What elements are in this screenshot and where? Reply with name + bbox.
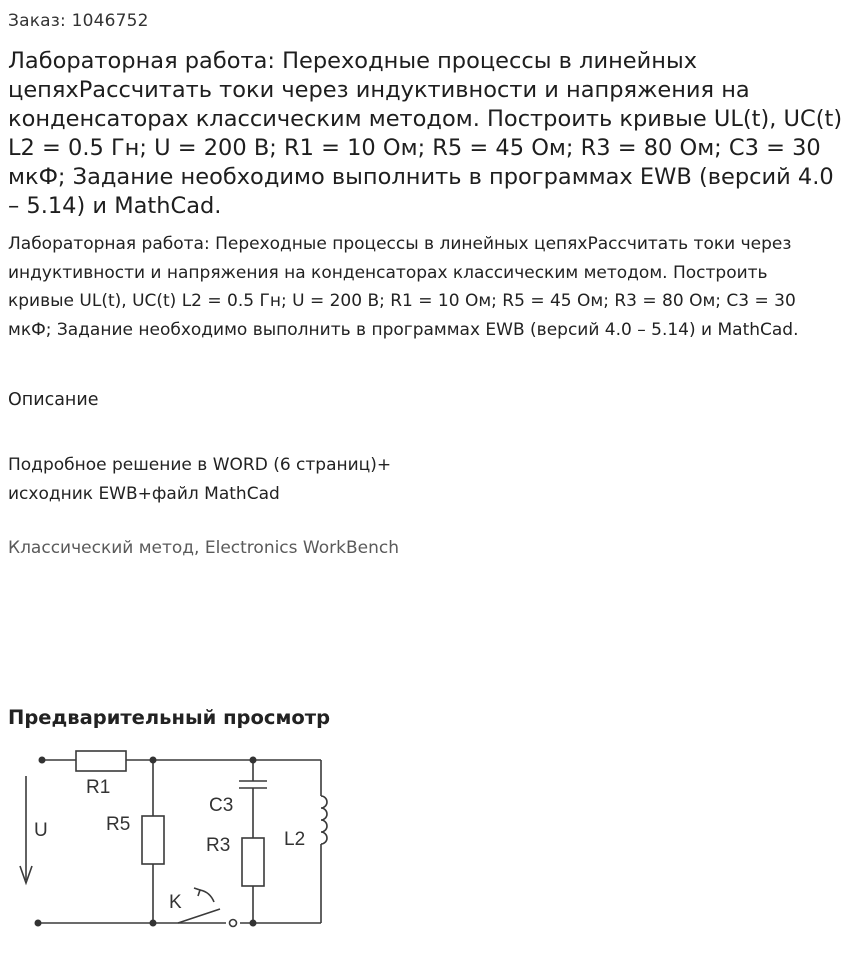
- label-r1: R1: [86, 777, 111, 798]
- label-u: U: [34, 820, 48, 841]
- switch-arrow-head: [194, 888, 200, 896]
- terminal: [39, 757, 46, 764]
- resistor-r3: [242, 838, 264, 886]
- inductor-l2: [321, 796, 327, 844]
- description-heading: Описание: [8, 390, 99, 410]
- label-r3: R3: [206, 835, 231, 856]
- terminal: [35, 920, 42, 927]
- description-line: Подробное решение в WORD (6 страниц)+: [8, 455, 392, 475]
- label-r5: R5: [106, 814, 131, 835]
- page-title: Лабораторная работа: Переходные процессы в линейных цепяхРассчитать токи через индуктивности и напряжения на конденсаторах классическим методом. Построить кривые UL(t), UC(t) L2 = 0.5 Гн; U = 200 В; R1 = 10 Ом; R5 = 45 Ом; R3 = 80 Ом; C3 = 30 мкФ; Задание необходимо выполнить в программах EWB (версий 4.0 – 5.14) и MathCad.: [8, 48, 843, 219]
- resistor-r1: [76, 751, 126, 771]
- switch-contact: [230, 920, 237, 927]
- junction: [150, 757, 157, 764]
- junction: [150, 920, 157, 927]
- work-summary: Лабораторная работа: Переходные процессы в линейных цепяхРассчитать токи через индуктивности и напряжения на конденсаторах классическим методом. Построить кривые UL(t), UC(t) L2 = 0.5 Гн; U = 200 В; R1 = 10 Ом; R5 = 45 Ом; R3 = 80 Ом; C3 = 30 мкФ; Задание необходимо выполнить в программах EWB (версий 4.0 – 5.14) и MathCad.: [8, 234, 799, 340]
- junction: [250, 920, 257, 927]
- switch-k: [178, 909, 220, 923]
- label-k: K: [169, 892, 182, 913]
- label-c3: C3: [209, 795, 234, 816]
- switch-arrow: [200, 890, 214, 902]
- label-l2: L2: [284, 829, 306, 850]
- preview-heading: Предварительный просмотр: [8, 706, 331, 729]
- description-body: [8, 451, 608, 508]
- junction: [250, 757, 257, 764]
- resistor-r5: [142, 816, 164, 864]
- order-number: Заказ: 1046752: [8, 11, 149, 31]
- description-line: исходник EWB+файл MathCad: [8, 483, 280, 504]
- category-tags[interactable]: Классический метод, Electronics WorkBench: [8, 538, 399, 558]
- circuit-diagram-image: [8, 738, 338, 938]
